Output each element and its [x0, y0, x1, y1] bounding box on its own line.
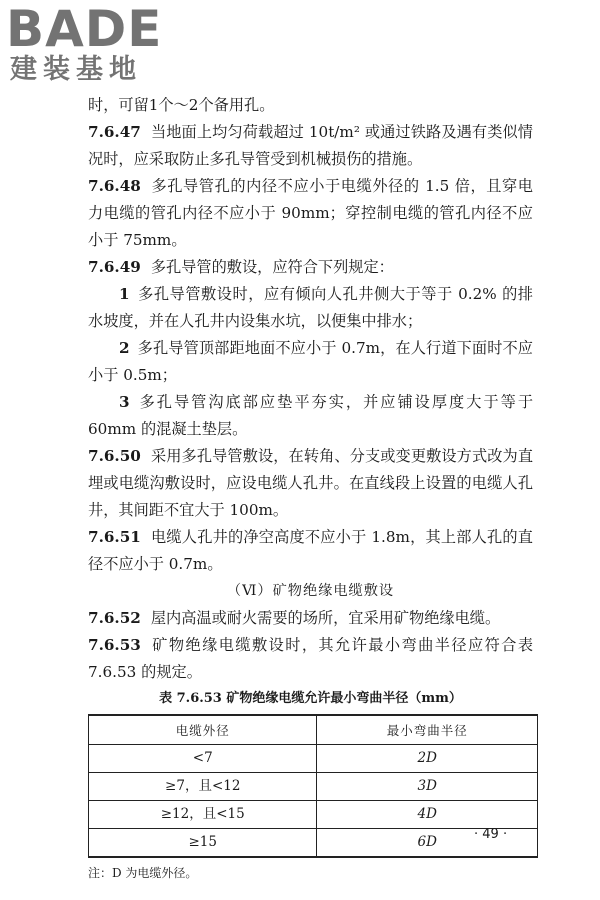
- item-text: 多孔导管沟底部应垫平夯实，并应铺设厚度大于等于 60mm 的混凝土垫层。: [88, 393, 533, 438]
- clause-7-6-50: [88, 443, 533, 524]
- table-row: [89, 745, 538, 773]
- item-text: 多孔导管敷设时，应有倾向人孔井侧大于等于 0.2% 的排水坡度，并在人孔井内设集水坑，以便集中排水；: [88, 285, 533, 330]
- clause-7-6-48: [88, 173, 533, 254]
- continued-paragraph: 时，可留1个～2个备用孔。: [88, 96, 275, 114]
- logo-subtitle: 建装基地: [10, 54, 142, 85]
- table-cell-radius: 4D: [317, 801, 538, 829]
- column-header-radius: 最小弯曲半径: [317, 715, 538, 745]
- table-note: 注：D 为电缆外径。: [88, 866, 198, 880]
- item-text: 多孔导管顶部距地面不应小于 0.7m，在人行道下面时不应小于 0.5m；: [88, 339, 533, 384]
- table-row: [89, 773, 538, 801]
- clause-number: 7.6.48: [88, 177, 141, 195]
- clause-7-6-51: [88, 524, 533, 578]
- clause-text: 多孔导管孔的内径不应小于电缆外径的 1.5 倍，且穿电力电缆的管孔内径不应小于 90mm；穿控制电缆的管孔内径不应小于 75mm。: [88, 177, 533, 249]
- clause-number: 7.6.51: [88, 528, 141, 546]
- logo: [6, 0, 163, 86]
- table-caption: 表 7.6.53 矿物绝缘电缆允许最小弯曲半径（mm）: [159, 691, 462, 706]
- table-cell-diameter: ≥7，且<12: [89, 773, 317, 801]
- list-item-1: [88, 281, 533, 335]
- item-number: 1: [119, 285, 130, 303]
- clause-text: 采用多孔导管敷设，在转角、分支或变更敷设方式改为直埋或电缆沟敷设时，应设电缆人孔井。在直线段上设置的电缆人孔井，其间距不宜大于 100m。: [88, 447, 533, 519]
- item-number: 3: [119, 393, 130, 411]
- clause-text: 多孔导管的敷设，应符合下列规定：: [150, 258, 394, 276]
- column-header-diameter: 电缆外径: [89, 715, 317, 745]
- clause-7-6-52: [88, 605, 533, 632]
- table-cell-radius: 6D: [317, 829, 538, 858]
- clause-number: 7.6.47: [88, 123, 141, 141]
- list-item-3: [88, 389, 533, 443]
- clause-number: 7.6.53: [88, 636, 141, 654]
- table-cell-diameter: ≥12，且<15: [89, 801, 317, 829]
- clause-7-6-49: [88, 254, 533, 281]
- clause-text: 矿物绝缘电缆敷设时，其允许最小弯曲半径应符合表 7.6.53 的规定。: [88, 636, 533, 681]
- logo-wordmark: BADE: [6, 0, 163, 58]
- table-cell-radius: 2D: [317, 745, 538, 773]
- clause-number: 7.6.50: [88, 447, 141, 465]
- clause-number: 7.6.52: [88, 609, 141, 627]
- clause-text: 屋内高温或耐火需要的场所，宜采用矿物绝缘电缆。: [150, 609, 501, 627]
- table-row: [89, 801, 538, 829]
- page-body: [88, 92, 533, 884]
- table-cell-diameter: ≥15: [89, 829, 317, 858]
- clause-text: 电缆人孔井的净空高度不应小于 1.8m，其上部人孔的直径不应小于 0.7m。: [88, 528, 533, 573]
- item-number: 2: [119, 339, 130, 357]
- bend-radius-table: [88, 714, 538, 858]
- table-cell-radius: 3D: [317, 773, 538, 801]
- list-item-2: [88, 335, 533, 389]
- table-cell-diameter: <7: [89, 745, 317, 773]
- clause-7-6-47: [88, 119, 533, 173]
- clause-7-6-53: [88, 632, 533, 686]
- clause-number: 7.6.49: [88, 258, 141, 276]
- page-number: · 49 ·: [474, 827, 508, 842]
- clause-text: 当地面上均匀荷载超过 10t/m² 或通过铁路及遇有类似情况时，应采取防止多孔导管受到机械损伤的措施。: [88, 123, 533, 168]
- table-row: [89, 829, 538, 858]
- section-heading: （Ⅵ）矿物绝缘电缆敷设: [226, 583, 395, 599]
- table-header-row: [89, 715, 538, 745]
